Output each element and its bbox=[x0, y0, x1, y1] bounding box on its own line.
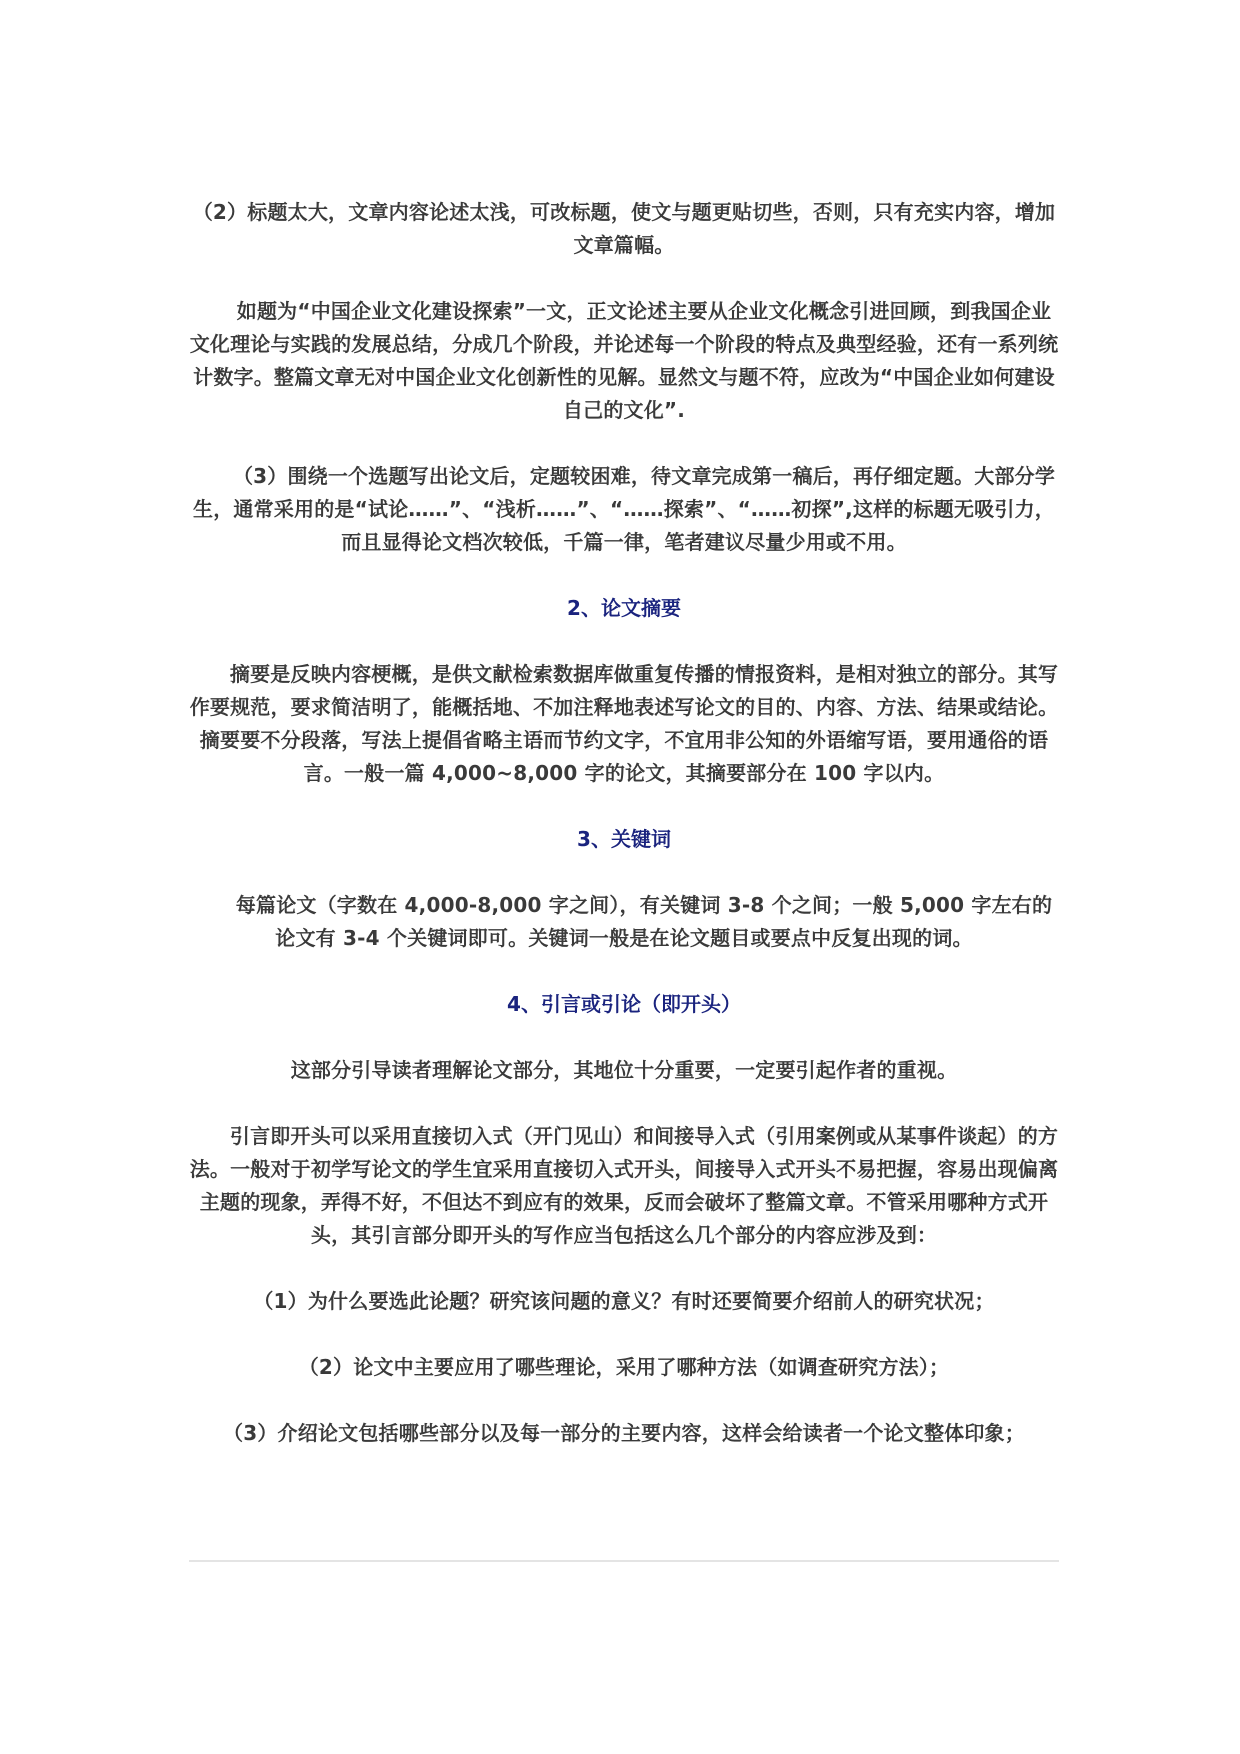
list-item-intro-2: （2）论文中主要应用了哪些理论，采用了哪种方法（如调查研究方法）； bbox=[298, 1355, 950, 1379]
list-item-intro-1: （1）为什么要选此论题？研究该问题的意义？有时还要简要介绍前人的研究状况； bbox=[253, 1289, 995, 1313]
paragraph-intro-methods: 引言即开头可以采用直接切入式（开门见山）和间接导入式（引用案例或从某事件谈起）的方法。一般对于初学写论文的学生宜采用直接切入式开头，间接导入式开头不易把握，容易出现偏离主题的现象，弄得不好，不但达不到应有的效果，反而会破坏了整篇文章。不管采用哪种方式开头，其引言部分即开头的写作应当包括这么几个部分的内容应涉及到： bbox=[189, 1124, 1059, 1247]
page-divider bbox=[189, 1560, 1059, 1562]
list-item-intro-3: （3）介绍论文包括哪些部分以及每一部分的主要内容，这样会给读者一个论文整体印象； bbox=[223, 1421, 1025, 1445]
paragraph-example-title: 如题为“中国企业文化建设探索”一文，正文论述主要从企业文化概念引进回顾，到我国企业文化理论与实践的发展总结，分成几个阶段，并论述每一个阶段的特点及典型经验，还有一系列统计数字。整篇文章无对中国企业文化创新性的见解。显然文与题不符，应改为“中国企业如何建设自己的文化”. bbox=[189, 299, 1059, 422]
paragraph-keywords: 每篇论文（字数在 4,000-8,000 字之间），有关键词 3-8 个之间；一般 5,000 字左右的论文有 3-4 个关键词即可。关键词一般是在论文题目或要点中反复出现的词。 bbox=[235, 893, 1053, 950]
section-heading-keywords: 3、关键词 bbox=[577, 827, 671, 851]
section-heading-introduction: 4、引言或引论（即开头） bbox=[507, 992, 741, 1016]
paragraph-title-after-draft: （3）围绕一个选题写出论文后，定题较困难，待文章完成第一稿后，再仔细定题。大部分学生，通常采用的是“试论……”、“浅析……”、“……探索”、“……初探”,这样的标题无吸引力，而且显得论文档次较低，千篇一律，笔者建议尽量少用或不用。 bbox=[193, 464, 1056, 554]
document-body bbox=[189, 196, 1059, 1483]
paragraph-title-too-broad: （2）标题太大，文章内容论述太浅，可改标题，使文与题更贴切些，否则，只有充实内容，增加文章篇幅。 bbox=[192, 200, 1056, 257]
section-heading-abstract: 2、论文摘要 bbox=[567, 596, 681, 620]
paragraph-abstract: 摘要是反映内容梗概，是供文献检索数据库做重复传播的情报资料，是相对独立的部分。其写作要规范，要求简洁明了，能概括地、不加注释地表述写论文的目的、内容、方法、结果或结论。摘要要不分段落，写法上提倡省略主语而节约文字，不宜用非公知的外语缩写语，要用通俗的语言。一般一篇 4,000~8,000 字的论文，其摘要部分在 100 字以内。 bbox=[189, 662, 1059, 785]
paragraph-intro-importance: 这部分引导读者理解论文部分，其地位十分重要，一定要引起作者的重视。 bbox=[290, 1058, 958, 1082]
